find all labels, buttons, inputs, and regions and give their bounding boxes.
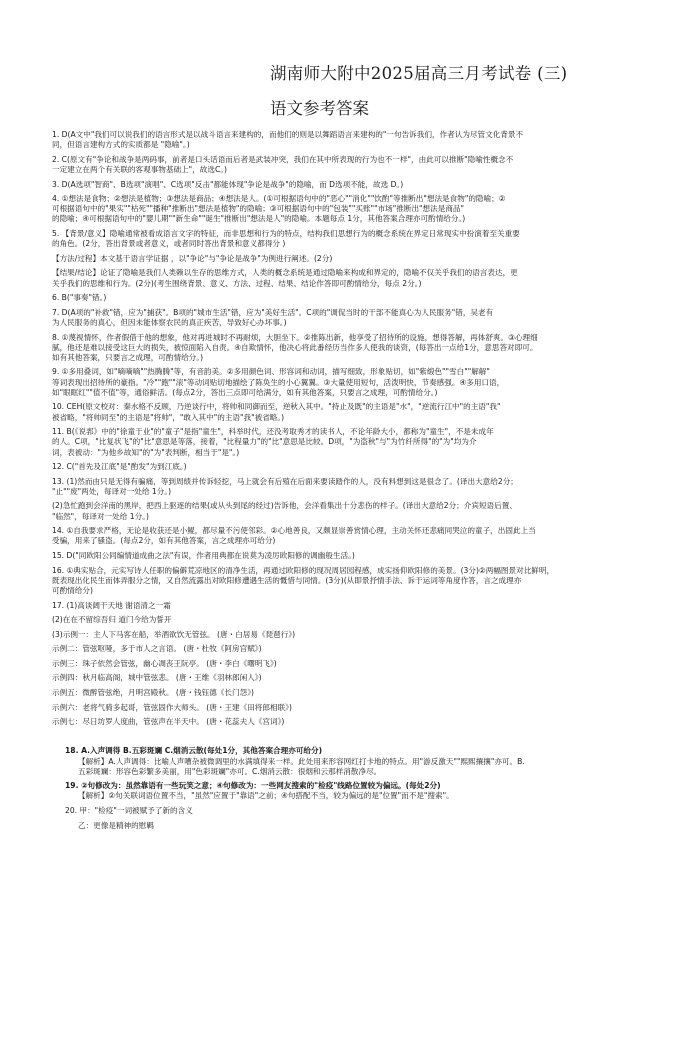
answer-line: 同，但语言建构方式的实质都是 "隐喻"。) [52, 140, 190, 150]
answer-line: 示例七：尽日坊罗人度曲，管弦声在半天中。 (唐・花蕊夫人《宫词》) [52, 717, 285, 727]
answer-line: 腻，他还是难以接受这巨大的损失，被惊面陷入自责。④自欺情怀，他决心将此番经历当作多人使我的谈资，(每答出一点给1分，意思答对即可。 [52, 342, 538, 352]
answer-line: (3)示例一：主人下马客在船，举酒欲饮无管弦。 (唐・白居易《琵琶行》) [52, 629, 296, 639]
answer-line: 被省略，"将帅同至"的主语是"将帅"，"敢入其中"的主语"我"被省略。) [52, 412, 285, 422]
answer-line: 示例三：珠子依然会管弦，幽心凋丧王阮亭。 (唐・李白《曙明飞》) [52, 658, 277, 668]
answer-line: 受骗，用来了骚盗。(每点2分，如有其他答案，言之成理亦可给分) [52, 536, 276, 546]
answer-line: 19. ②句修改为：虽然靠语有一些玩笑之意；④句修改为：一些网友搜索的"检疫"线路位置较为偏远。(每处2分) [65, 781, 441, 791]
answer-line: 示例二：管弦呕哑，多于市人之言语。 (唐・杜牧《阿房宫赋》) [52, 644, 262, 654]
answer-line: "止""废"两处，每译对一处给 1分。) [52, 486, 172, 496]
answer-line: 11. B(《说郛》中的"徐童于业"的"童子"是指"童生"，科举时代，还没考取秀才的读书人，不论年龄大小，都称为"童生"，不是未成年 [52, 427, 494, 437]
answer-line: 16. ①典实贴合，元实写诗人任职的偏僻荒凉地区的清净生活，再通过欧阳修的现况周居园程感，成实扬仰欧阳修的美景。(3分)②两幅图景对比鲜明， [52, 565, 555, 575]
answer-line: 为人民服务的真心，但因未能体察农民的真正疾苦，导致好心办坏事。) [52, 317, 287, 327]
answer-line: 关乎我们的思维和行为。(2分)(考生围绕背景、意义、方法、过程、结果、结论作答即可酌情给分，每点 2分。) [52, 278, 422, 288]
answer-line: 的角色。(2分，答出背景或者意义，或者同时答出背景和意义都得分 ) [52, 239, 286, 249]
answer-line: 的隐喻；④可根据语句中的"婴儿期""新生命""诞生"推断出"想法是人"的隐喻。本题每点 1分，其他答案合理亦可酌情给分。) [52, 214, 466, 224]
answer-body [52, 130, 652, 831]
document-subtitle: 语文参考答案 [270, 99, 369, 118]
answer-line: 5. 【背景/意义】隐喻通常被看成语言文字的特征，而非思想和行为的特点，结构我们思想行为的概念系统在界定日常现实中扮演着至关重要 [52, 229, 520, 239]
answer-line: 示例六：老将气骑多起哥，管弦固作大师头。 (唐・王建《田将郎相联》) [52, 702, 292, 712]
answer-line: 【解析】②句关联词语位置不当，"虽然"应置于"靠语"之前；④句搭配不当，较为偏远的是"位置"而不是"搜索"。 [78, 791, 454, 801]
answer-line [52, 732, 652, 742]
answer-line: 等词表现出招待所的豪指。"冷""跑""滚"等动词贴切地描绘了陈奂生的小心翼翼。③大量使用短句，活泼明快，节奏感强。④多用口语， [52, 377, 505, 387]
answer-line: 五彩斑斓：形容色彩繁多美丽，用"色彩斑斓"亦可。C.烟消云散：很烟和云那样消散净尽。 [78, 766, 382, 776]
answer-line: 6. B("事奏"错。) [52, 293, 107, 303]
answer-line: 【结果/结论】论证了隐喻是我们人类赖以生存的思维方式，人类的概念系统是通过隐喻来构成和界定的，隐喻不仅关乎我们的语言表达，更 [52, 268, 518, 278]
answer-line: 如有其他答案，只要言之成理，可酌情给分。) [52, 352, 204, 362]
answer-line: 的人。C项，"比复状飞"的"比"意思是等落，接着，"比程量力"的"比"意思是比较。D项，"为盗秋"与"为竹纤所得"的"为"均为介 [52, 437, 477, 447]
answer-line: 乙：更像是精神的慰羁 [78, 820, 154, 830]
answer-line: 3. D(A选项"智商"、B选项"演唱"、C选项"反击"都能体现"争论是战争"的隐喻，而 D选项不能，故选 D。) [52, 179, 404, 189]
answer-line: 【方法/过程】本文基于语言学证据 ，以"争论"与"争论是战争"为例进行阐述。(2分) [52, 253, 333, 263]
answer-line: 示例五：微醉管弦绝，月明宫殿秋。 (唐・钱钰德《长门怨》) [52, 688, 254, 698]
answer-line: 18. A.入声调得 B.五彩斑斓 C.烟消云散(每处1分，其他答案合理亦可给分) [65, 746, 323, 756]
answer-line: 可根据语句中的"果实""枯死""播种"推断出"想法是植物"的隐喻；③可根据语句中的"包装""买账""市场"推断出"想法是商品" [52, 204, 464, 214]
answer-line: 示例四：秋月临高阁，城中管弦悲。 (唐・王维《羽林郎闲人》) [52, 673, 262, 683]
answer-line: 15. D("同欧阳公同编情道成曲之法"有误，作者用典都在说莫为凌厉欧阳修的调幽般生活。) [52, 551, 355, 561]
answer-line: 17. (1)高谈阔干天地 谢语清之一霜 [52, 600, 171, 610]
answer-line: 10. CEH(原文校对：秦水格不反顾，乃逆谈行中，将帅和同御而至，逆秋入其中。"持止及既"的主语是"水"，"逆流行江中"的主语"我" [52, 402, 501, 412]
answer-line: 2. C(原文有"争论和战争是两码事，前者是口头话语而后者是武装冲突，我们在其中所表现的行为也不一样"，由此可以推断"隐喻性概念不 [52, 154, 514, 164]
answer-line: 1. D(A文中"我们可以说我们的语言形式是以战斗语言来建构的，而他们的则是以舞蹈语言来建构的"一句告诉我们，作者认为尽管文化背景不 [52, 130, 524, 139]
answer-line: 9. ①多用叠词，如"嘀嘀嘀""热腾腾"等，有音韵美。②多用颜色词、形容词和动词，描写细致，形象贴切，如"紫缎色""雪白""解解" [52, 367, 490, 377]
answer-line: 20. 甲："检疫"一词被赋予了新的含义 [65, 806, 193, 816]
answer-line: 【解析】A.人声调得：比喻人声嘈杂被微调里的水满填得来一样。此处用来形容网红打卡地的特点。用"游反激天""熙熙攘攘"亦可。B. [78, 756, 525, 766]
answer-line: (2)急忙跑到会洋南的黑岸，把西上驱逐的结果(或从头到尾的经过)告诉他，会洋看集出十分悲伤的样子。(译出大意给2分；介宾短语后置、 [52, 501, 517, 511]
answer-line: 如"眼眶红""值不值"等，通俗鲜活。(每点2分，答出三点即可给满分，如有其他答案，只要言之成理，可酌情给分。) [52, 387, 438, 397]
answer-line: (2)在在不留综吾归 道门今给为誓开 [52, 615, 172, 625]
answer-line: 4. ①想法是食物；②想法是植物；③想法是商品；④想法是人。(①可根据语句中的"恶心""消化""饮酌"等推断出"想法是食物"的隐喻；② [52, 194, 506, 204]
answer-line: 13. (1)然而由只是无得有骗痛，等到周绩并传诉轻挖，马上就会有后殖在后面来要读踏作的人，没有料想到这是很念了。(译出大意给2分； [52, 476, 518, 486]
answer-line: 词，表被动："为他乡故知"的"为"表判断，相当于"是"。) [52, 447, 240, 457]
document-title: 湖南师大附中2025届高三月考试卷 (三) [270, 64, 568, 83]
answer-line: 7. D(A项的"补救"错，应为"捕获"。B项的"城市生活"错，应为"美好生活"。C项的"调侃当时的干部不能真心为人民服务"错，吴老有 [52, 307, 494, 317]
answer-line: 可酌情给分) [52, 585, 93, 595]
answer-line: 12. C("首先及江底"是"酌发"为到江底。) [52, 462, 187, 472]
answer-line: 14. ①自我要求严格，无论是收获还是小鲲，都尽量不污使邻彩。②心地善良，又颇显崇善赏情心理，主动关怀还悲痛同哭泣的童子，出固此上当 [52, 526, 536, 536]
answer-line: 一定建立在两个有关联的客观事物基础上"，故选C。) [52, 164, 228, 174]
answer-line: 既表现出化民生而体弄服分之情，又自然流露出对欧阳修遭遇生活的慨惜与同情。(3分)(从即景抒情手法、诉于运词等角度作答，言之成理亦 [52, 575, 522, 585]
answer-line: "临然"，每译对一处给 1分。) [52, 511, 149, 521]
answer-line: 8. ①蔑视情怀，作者假借于他的想象，他对再进城时不再耐烦，大胆坐下。②推陈出新，他享受了招待所的设施，想得答解，再体舒爽。③心理细 [52, 332, 538, 342]
